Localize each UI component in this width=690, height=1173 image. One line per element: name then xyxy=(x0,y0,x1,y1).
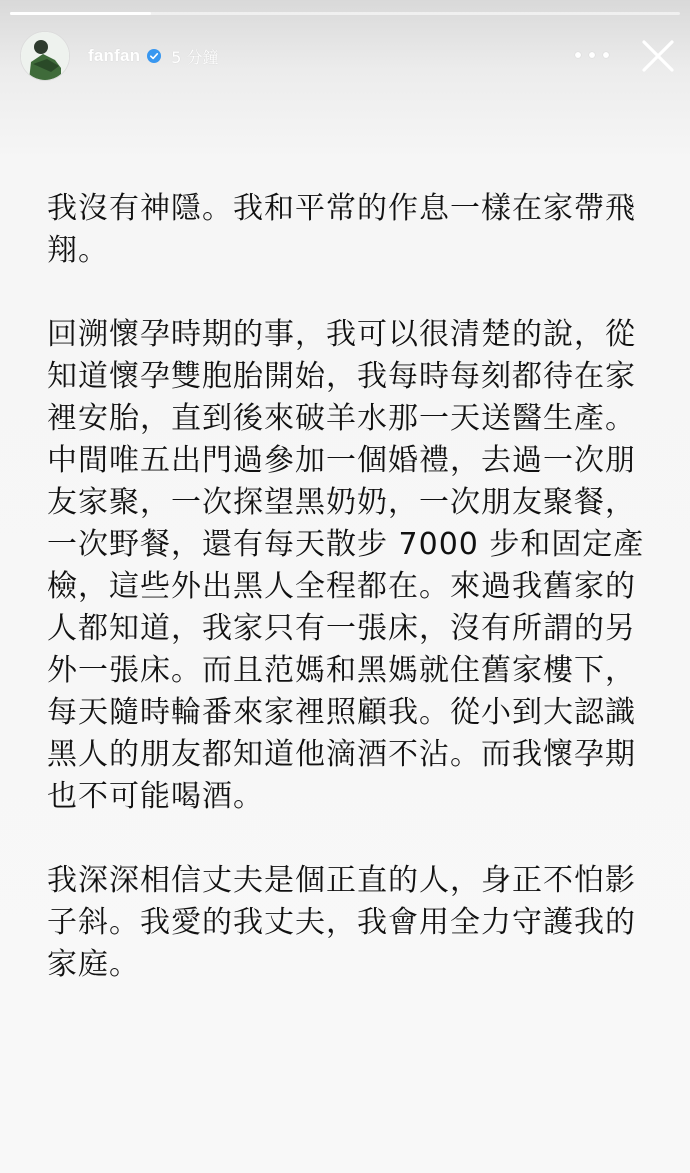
text-line: 家庭。 xyxy=(47,947,140,982)
avatar-image xyxy=(21,32,69,80)
paragraph-1 xyxy=(47,188,657,272)
text-line: 回溯懷孕時期的事，我可以很清楚的說，從 xyxy=(47,317,636,352)
text-line: 一次野餐，還有每天散步 7000 步和固定產 xyxy=(47,527,645,562)
text-line: 翔。 xyxy=(47,233,109,268)
text-line: 友家聚，一次探望黑奶奶，一次朋友聚餐， xyxy=(47,485,636,520)
text-line: 子斜。我愛的我丈夫，我會用全力守護我的 xyxy=(47,905,636,940)
more-options-icon-dot xyxy=(589,52,595,58)
text-line: 黑人的朋友都知道他滴酒不沾。而我懷孕期 xyxy=(47,737,636,772)
text-line: 人都知道，我家只有一張床，沒有所謂的另 xyxy=(47,611,636,646)
paragraph-2 xyxy=(47,314,657,818)
more-options-button[interactable] xyxy=(575,44,609,66)
paragraph-3 xyxy=(47,860,657,986)
story-text xyxy=(47,188,657,986)
post-timestamp: 5 分鐘 xyxy=(171,47,219,67)
close-icon[interactable] xyxy=(640,38,676,74)
text-line: 每天隨時輪番來家裡照顧我。從小到大認識 xyxy=(47,695,636,730)
text-line: 外一張床。而且范媽和黑媽就住舊家樓下， xyxy=(47,653,636,688)
more-options-icon-dot xyxy=(575,52,581,58)
text-line: 檢，這些外出黑人全程都在。來過我舊家的 xyxy=(47,569,636,604)
text-line: 知道懷孕雙胞胎開始，我每時每刻都待在家 xyxy=(47,359,636,394)
verified-badge-icon xyxy=(147,49,161,63)
story-header xyxy=(20,30,218,82)
more-options-icon-dot xyxy=(603,52,609,58)
story-progress-fill xyxy=(10,12,151,15)
text-line: 中間唯五出門過參加一個婚禮，去過一次朋 xyxy=(47,443,636,478)
story-progress-bar xyxy=(10,12,680,15)
text-line: 我沒有神隱。我和平常的作息一樣在家帶飛 xyxy=(47,191,636,226)
username[interactable]: fanfan xyxy=(88,46,141,65)
text-line: 也不可能喝酒。 xyxy=(47,779,264,814)
avatar[interactable] xyxy=(20,31,70,81)
text-line: 我深深相信丈夫是個正直的人，身正不怕影 xyxy=(47,863,636,898)
text-line: 裡安胎，直到後來破羊水那一天送醫生產。 xyxy=(47,401,636,436)
